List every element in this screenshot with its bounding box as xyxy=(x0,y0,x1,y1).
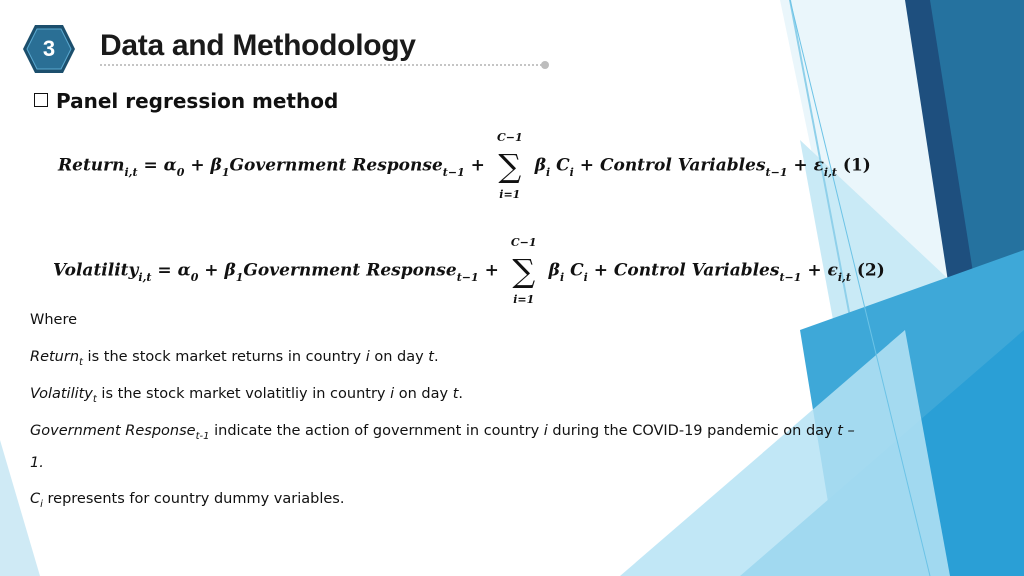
eq1-c-i: C xyxy=(556,155,570,176)
eq2-sigma: ∑ xyxy=(512,252,536,290)
return-i: i xyxy=(365,349,370,365)
eq1-plus: + xyxy=(793,155,808,176)
eq1-c-i-sub: i xyxy=(569,165,574,179)
return-term: Return xyxy=(30,349,80,365)
eq1-sigma: ∑ xyxy=(498,147,522,185)
eq1-beta-i-sub: i xyxy=(546,165,551,179)
eq2-lhs: Volatility xyxy=(53,260,139,281)
eq2-beta: β xyxy=(224,260,236,281)
gov-term: Government Response xyxy=(30,423,196,439)
title-dotted-rule xyxy=(100,64,542,66)
c-text: represents for country dummy variables. xyxy=(42,491,345,507)
eq1-beta-i: β xyxy=(534,155,547,176)
eq1-beta: β xyxy=(210,155,222,176)
return-text: is the stock market returns in country xyxy=(82,349,366,365)
vol-t: t xyxy=(452,386,459,402)
checkbox-bullet-icon xyxy=(34,93,48,107)
where-label: Where xyxy=(30,312,78,328)
return-sub: t xyxy=(79,356,83,368)
eq2-beta-i: β xyxy=(548,260,560,281)
eq1-lhs: Return xyxy=(58,155,125,176)
eq2-plus: + xyxy=(593,260,608,281)
eq1-plus: + xyxy=(190,155,205,176)
eq2-sum-upper: C−1 xyxy=(510,236,537,249)
eq1-sum-upper: C−1 xyxy=(496,131,523,144)
vol-text: is the stock market volatitliy in country xyxy=(96,386,391,402)
eq1-alpha: α xyxy=(163,155,177,176)
eq1-beta-sub: 1 xyxy=(221,165,230,179)
eq1-control-sub: t−1 xyxy=(765,165,788,179)
eq1-summation xyxy=(495,131,525,201)
return-text: on day xyxy=(369,349,429,365)
eq1-equals: = xyxy=(143,155,158,176)
eq2-c-i-sub: i xyxy=(583,270,588,284)
eq1-number: (1) xyxy=(842,155,871,176)
page-title: Data and Methodology xyxy=(100,29,416,62)
gov-i: i xyxy=(543,423,548,439)
eq2-epsilon: ϵ xyxy=(827,260,838,281)
return-t: t xyxy=(428,349,434,365)
subheading xyxy=(34,89,338,113)
gov-cont: 1. xyxy=(30,455,44,471)
vol-text: on day xyxy=(394,386,453,402)
eq1-lhs-sub: i,t xyxy=(124,165,138,179)
eq1-gov: Government Response xyxy=(229,155,443,176)
eq2-gov-sub: t−1 xyxy=(456,270,479,284)
gov-sub: t-1 xyxy=(195,430,210,442)
equation-volatility xyxy=(53,236,885,306)
eq2-c-i: C xyxy=(570,260,584,281)
definition-government-response-cont xyxy=(30,455,44,471)
definition-country-dummy xyxy=(30,491,344,510)
title-rule-end-dot xyxy=(541,61,549,69)
eq2-control-sub: t−1 xyxy=(779,270,802,284)
eq1-gov-sub: t−1 xyxy=(442,165,465,179)
eq2-sum-lower: i=1 xyxy=(513,293,535,306)
vol-i: i xyxy=(390,386,395,402)
return-end: . xyxy=(433,349,439,365)
eq2-alpha-sub: 0 xyxy=(190,270,199,284)
section-number: 3 xyxy=(42,36,56,61)
vol-sub: t xyxy=(92,393,97,405)
eq1-control: Control Variables xyxy=(599,155,766,176)
eq2-epsilon-sub: i,t xyxy=(837,270,851,284)
definition-government-response xyxy=(30,423,855,442)
eq1-plus: + xyxy=(579,155,595,176)
eq2-alpha: α xyxy=(177,260,191,281)
subheading-text: Panel regression method xyxy=(56,89,339,113)
eq1-sum-lower: i=1 xyxy=(499,188,521,201)
c-sub: i xyxy=(40,498,43,510)
eq2-plus: + xyxy=(204,260,219,281)
vol-end: . xyxy=(458,386,463,402)
eq2-number: (2) xyxy=(856,260,885,281)
gov-t: t – xyxy=(837,423,855,439)
eq1-epsilon-sub: i,t xyxy=(823,165,837,179)
eq1-epsilon: ε xyxy=(813,155,824,176)
eq2-plus: + xyxy=(484,260,499,281)
definition-return xyxy=(30,349,439,368)
eq2-beta-sub: 1 xyxy=(235,270,244,284)
c-term: C xyxy=(30,491,41,507)
eq1-alpha-sub: 0 xyxy=(176,165,185,179)
gov-text: during the COVID-19 pandemic on day xyxy=(547,423,838,439)
equation-return xyxy=(58,131,871,201)
eq2-lhs-sub: i,t xyxy=(138,270,152,284)
eq2-control: Control Variables xyxy=(613,260,780,281)
eq2-plus: + xyxy=(807,260,822,281)
eq2-gov: Government Response xyxy=(243,260,457,281)
gov-text: indicate the action of government in country xyxy=(209,423,544,439)
vol-term: Volatility xyxy=(30,386,93,402)
definition-volatility xyxy=(30,386,463,405)
eq2-summation xyxy=(509,236,539,306)
eq2-equals: = xyxy=(157,260,172,281)
eq1-plus: + xyxy=(470,155,485,176)
eq2-beta-i-sub: i xyxy=(559,270,565,284)
